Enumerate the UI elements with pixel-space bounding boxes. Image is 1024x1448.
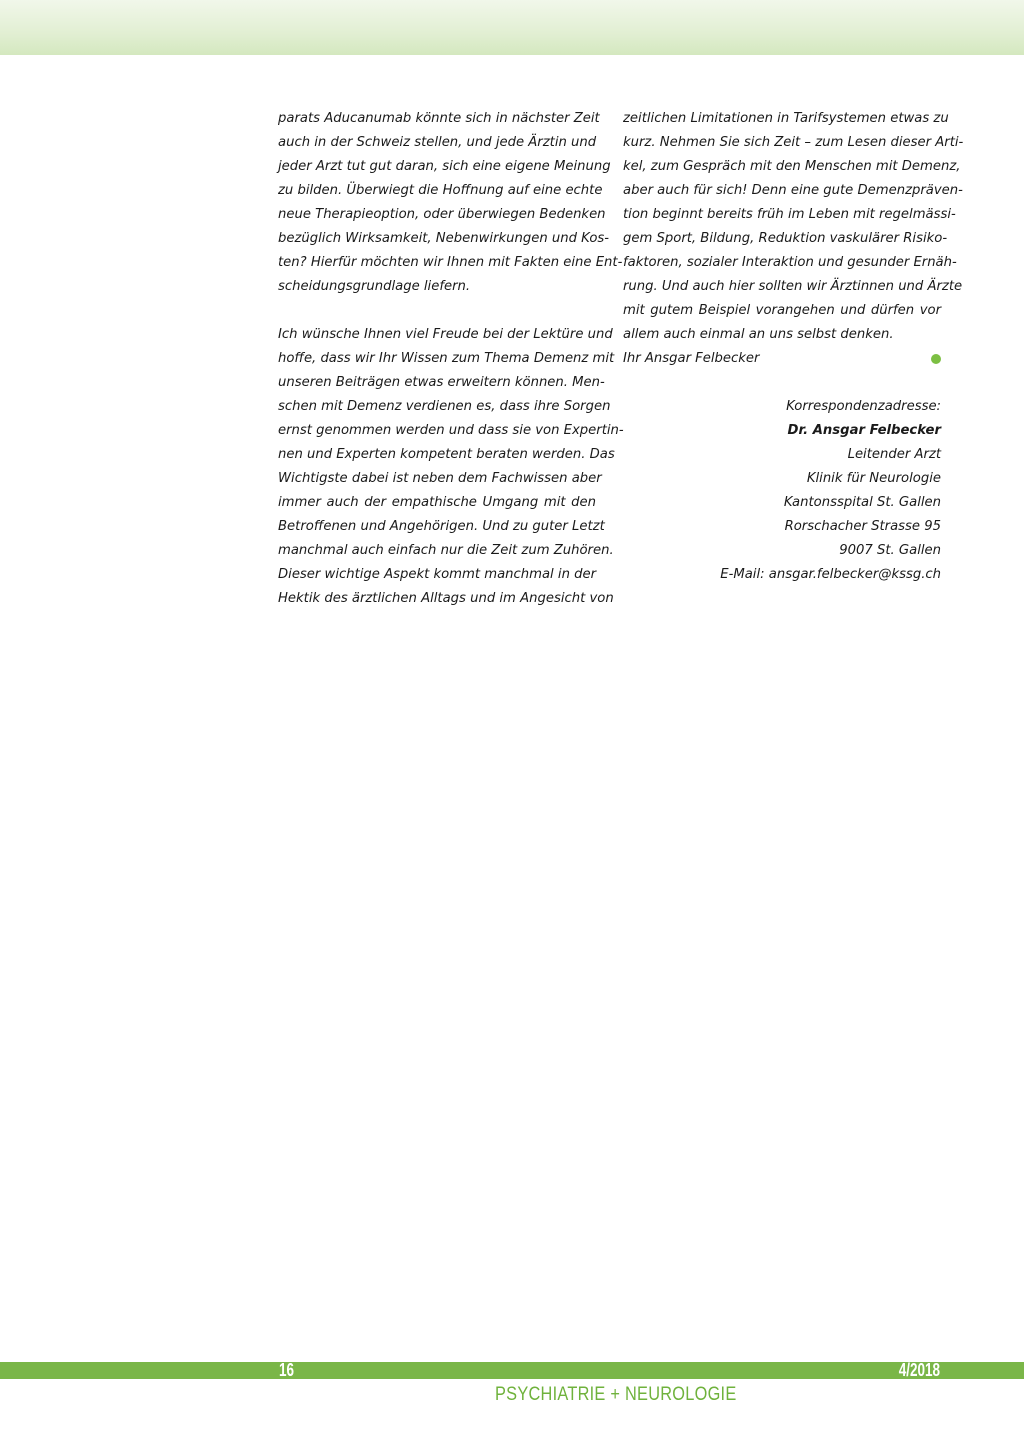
- text-line: aber auch für sich! Denn eine gute Demenzpräven-: [623, 183, 963, 198]
- text-line: Hektik des ärztlichen Alltags und im Angesicht von: [278, 591, 614, 606]
- footer-bar: [0, 1362, 1024, 1379]
- text-line: neue Therapieoption, oder überwiegen Bedenken: [278, 207, 606, 222]
- text-line: zu bilden. Überwiegt die Hoffnung auf eine echte: [278, 183, 603, 198]
- text-line: ten? Hierfür möchten wir Ihnen mit Fakten eine Ent-: [278, 255, 623, 270]
- text-line: jeder Arzt tut gut daran, sich eine eigene Meinung: [278, 159, 611, 174]
- author-hospital: Kantonsspital St. Gallen: [783, 495, 941, 510]
- text-line: parats Aducanumab könnte sich in nächster Zeit: [278, 111, 600, 126]
- article-end-dot-icon: [931, 354, 941, 364]
- text-line: kurz. Nehmen Sie sich Zeit – zum Lesen dieser Arti-: [623, 135, 964, 150]
- signature-row: [623, 347, 941, 371]
- text-line: nen und Experten kompetent beraten werden. Das: [278, 447, 615, 462]
- left-column: [278, 107, 624, 611]
- text-line: immer auch der empathische Umgang mit den: [278, 495, 596, 510]
- page-number: 16: [279, 1360, 295, 1380]
- text-line: bezüglich Wirksamkeit, Nebenwirkungen und Kos-: [278, 231, 610, 246]
- text-line: tion beginnt bereits früh im Leben mit regelmässi-: [623, 207, 956, 222]
- text-line: manchmal auch einfach nur die Zeit zum Zuhören.: [278, 543, 614, 558]
- signature: Ihr Ansgar Felbecker: [623, 351, 760, 366]
- text-line: Ich wünsche Ihnen viel Freude bei der Lektüre und: [278, 327, 613, 342]
- address-city: 9007 St. Gallen: [839, 543, 941, 558]
- text-line: allem auch einmal an uns selbst denken.: [623, 327, 894, 342]
- right-column: [623, 107, 964, 587]
- text-line: Betroffenen und Angehörigen. Und zu guter Letzt: [278, 519, 605, 534]
- text-line: ernst genommen werden und dass sie von Expertin-: [278, 423, 624, 438]
- journal-title: PSYCHIATRIE + NEUROLOGIE: [495, 1384, 737, 1405]
- text-line: zeitlichen Limitationen in Tarifsystemen etwas zu: [623, 111, 949, 126]
- author-email: E-Mail: ansgar.felbecker@kssg.ch: [720, 567, 941, 582]
- issue-number: 4/2018: [898, 1360, 940, 1380]
- text-line: faktoren, sozialer Interaktion und gesunder Ernäh-: [623, 255, 957, 270]
- text-line: auch in der Schweiz stellen, und jede Ärztin und: [278, 135, 597, 150]
- text-line: rung. Und auch hier sollten wir Ärztinnen und Ärzte: [623, 279, 963, 294]
- text-line: hoffe, dass wir Ihr Wissen zum Thema Demenz mit: [278, 351, 615, 366]
- author-department: Klinik für Neurologie: [806, 471, 941, 486]
- paragraph-2: [278, 323, 624, 611]
- author-position: Leitender Arzt: [847, 447, 941, 462]
- text-line: schen mit Demenz verdienen es, dass ihre Sorgen: [278, 399, 611, 414]
- text-line: scheidungsgrundlage liefern.: [278, 279, 471, 294]
- header-band: [0, 0, 1024, 55]
- author-name: Dr. Ansgar Felbecker: [787, 423, 941, 438]
- paragraph-1: [278, 107, 623, 299]
- correspondence-address: [623, 395, 941, 587]
- text-line: mit gutem Beispiel vorangehen und dürfen vor: [623, 303, 941, 318]
- text-line: unseren Beiträgen etwas erweitern können. Men-: [278, 375, 605, 390]
- address-street: Rorschacher Strasse 95: [784, 519, 941, 534]
- text-line: Wichtigste dabei ist neben dem Fachwissen aber: [278, 471, 602, 486]
- text-line: gem Sport, Bildung, Reduktion vaskulärer Risiko-: [623, 231, 948, 246]
- text-line: kel, zum Gespräch mit den Menschen mit Demenz,: [623, 159, 961, 174]
- text-line: Dieser wichtige Aspekt kommt manchmal in der: [278, 567, 597, 582]
- address-label: Korrespondenzadresse:: [786, 399, 941, 414]
- paragraph-3: [623, 107, 964, 347]
